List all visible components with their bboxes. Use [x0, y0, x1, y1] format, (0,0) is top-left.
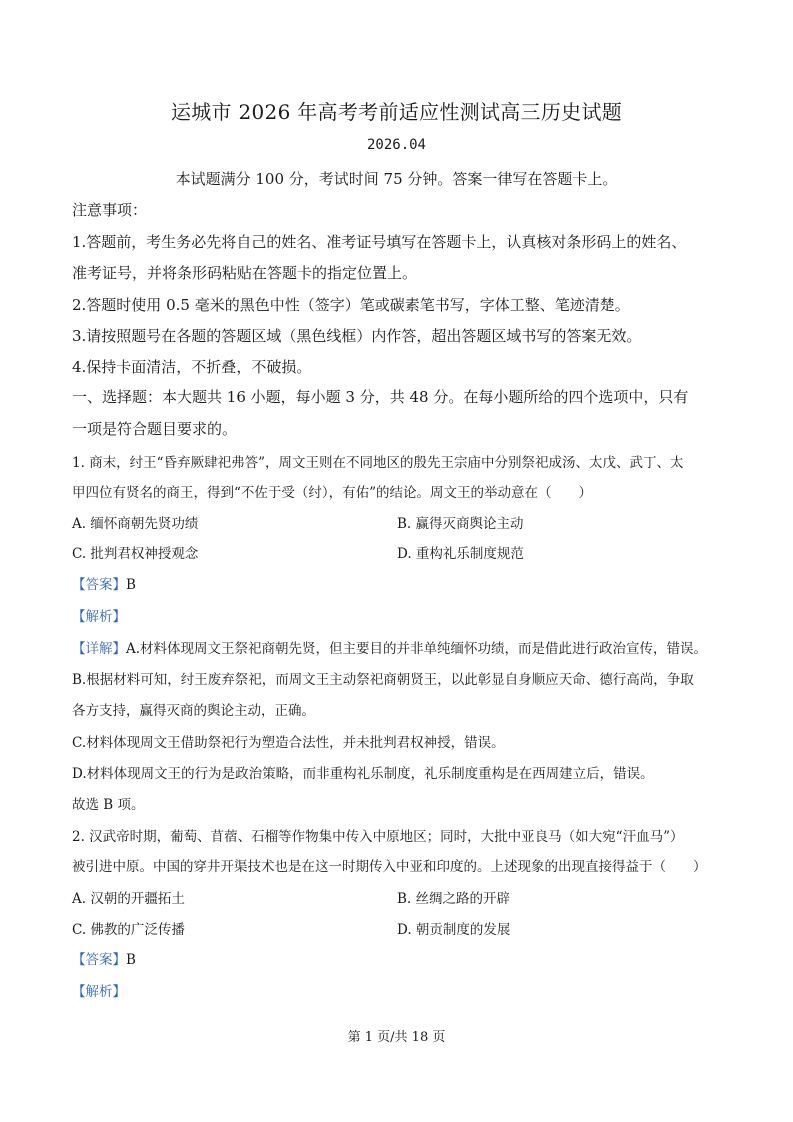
detail-tag: 【详解】: [72, 641, 126, 657]
note-3: 3.请按照题号在各题的答题区域（黑色线框）内作答，超出答题区域书写的答案无效。: [72, 327, 642, 345]
note-1-line-1: 1.答题前，考生务必先将自己的姓名、准考证号填写在答题卡上，认真核对条形码上的姓名、: [72, 233, 687, 251]
q1-option-d: D. 重构礼乐制度规范: [397, 546, 524, 562]
q1-analysis-tag: 【解析】: [72, 609, 126, 625]
section-heading-line-2: 一项是符合题目要求的。: [72, 420, 238, 438]
q2-option-d: D. 朝贡制度的发展: [397, 922, 511, 938]
q1-stem-line-2: 甲四位有贤名的商王，得到“不佐于受（纣），有佑”的结论。周文王的举动意在（ ）: [72, 485, 593, 501]
q1-detail-c: C.材料体现周文王借助祭祀行为塑造合法性，并未批判君权神授，错误。: [72, 735, 505, 751]
q1-option-a: A. 缅怀商朝先贤功绩: [72, 516, 199, 532]
notes-heading: 注意事项：: [72, 201, 148, 219]
q1-option-b: B. 赢得灭商舆论主动: [397, 516, 524, 532]
q1-detail-b-line-1: B.根据材料可知，纣王废弃祭祀，而周文王主动祭祀商朝贤王，以此彰显自身顺应天命、德行高尚，争取: [72, 672, 694, 688]
q1-option-c: C. 批判君权神授观念: [72, 546, 199, 562]
note-4: 4.保持卡面清洁，不折叠，不破损。: [72, 358, 312, 376]
q2-answer: [72, 948, 136, 968]
detail-a-text: A.材料体现周文王祭祀商朝先贤，但主要目的并非单纯缅怀功绩，而是借此进行政治宣传，错误。: [126, 641, 708, 657]
q2-option-c: C. 佛教的广泛传播: [72, 922, 185, 938]
exam-date: 2026.04: [366, 137, 426, 153]
q2-analysis-tag: 【解析】: [72, 984, 126, 1000]
answer-value: B: [126, 577, 136, 593]
answer-tag: 【答案】: [72, 952, 126, 968]
q1-stem-line-1: 1. 商末，纣王“昏弃厥肆祀弗答”，周文王则在不同地区的殷先王宗庙中分别祭祀成汤、太戊、武丁、太: [72, 455, 684, 471]
page-footer: 第 1 页/共 18 页: [347, 1030, 446, 1045]
exam-intro: 本试题满分 100 分，考试时间 75 分钟。答案一律写在答题卡上。: [175, 170, 618, 188]
q1-detail-b-line-2: 各方支持，赢得灭商的舆论主动，正确。: [72, 703, 315, 719]
section-heading-line-1: 一、选择题：本大题共 16 小题，每小题 3 分，共 48 分。在每小题所给的四个选项中，只有: [72, 388, 689, 406]
q2-option-b: B. 丝绸之路的开辟: [397, 891, 511, 907]
q1-conclusion: 故选 B 项。: [72, 797, 145, 813]
page-title: 运城市 2026 年高考考前适应性测试高三历史试题: [170, 100, 623, 124]
q1-detail-d: D.材料体现周文王的行为是政治策略，而非重构礼乐制度，礼乐制度重构是在西周建立后，错误。: [72, 766, 654, 782]
q2-option-a: A. 汉朝的开疆拓土: [72, 891, 185, 907]
q1-answer: [72, 573, 136, 593]
note-1-line-2: 准考证号，并将条形码粘贴在答题卡的指定位置上。: [72, 264, 418, 282]
q1-detail-a: [72, 637, 707, 657]
q2-stem-line-1: 2. 汉武帝时期，葡萄、苜蓿、石榴等作物集中传入中原地区；同时，大批中亚良马（如大宛“汗血马”）: [72, 829, 684, 845]
answer-tag: 【答案】: [72, 577, 126, 593]
note-2: 2.答题时使用 0.5 毫米的黑色中性（签字）笔或碳素笔书写，字体工整、笔迹清楚。: [72, 296, 630, 314]
answer-value: B: [126, 952, 136, 968]
q2-stem-line-2: 被引进中原。中国的穿井开渠技术也是在这一时期传入中亚和印度的。上述现象的出现直接得益于（ ）: [72, 859, 707, 875]
